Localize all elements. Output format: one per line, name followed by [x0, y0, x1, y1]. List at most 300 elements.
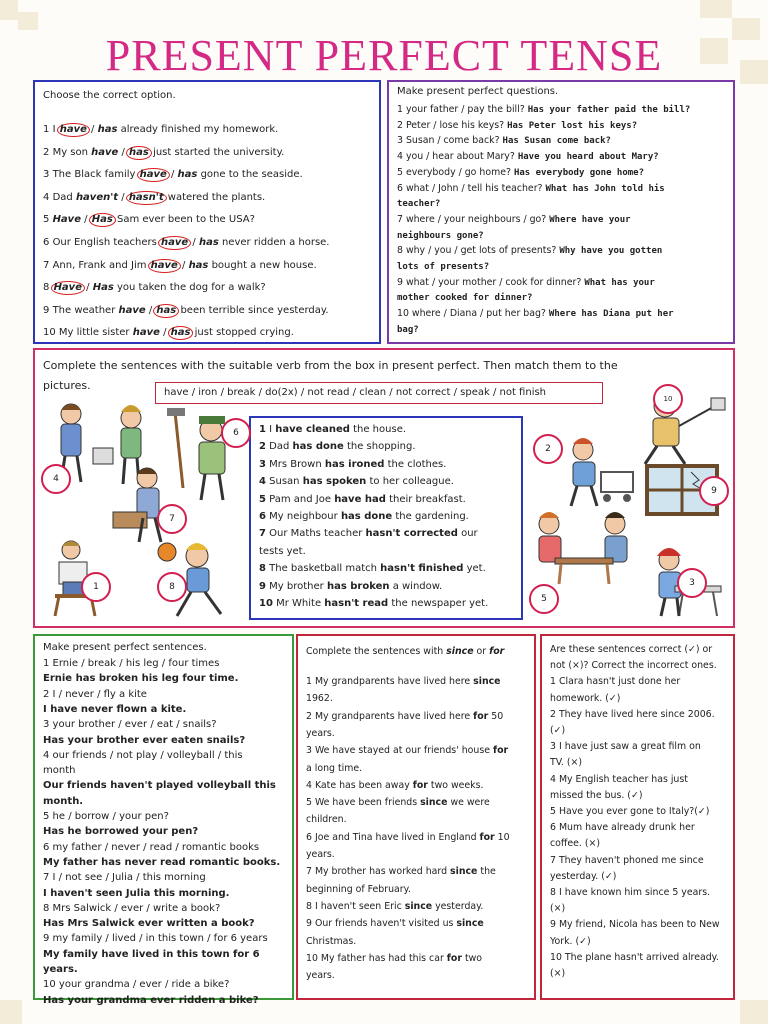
since-for-answer: for: [473, 710, 489, 722]
question-line: [397, 198, 440, 210]
item-number: 1: [43, 124, 50, 135]
sentence-start: I: [52, 124, 56, 135]
question-line: [397, 308, 674, 320]
since-for-line: [306, 953, 482, 965]
line-text: York. (✓): [550, 935, 591, 947]
picture-number-badge: 10: [653, 384, 683, 414]
sentence-number: 10: [259, 598, 273, 609]
match-sentence: [259, 528, 478, 540]
sentence-text: years.: [306, 970, 335, 982]
verb-answer: have had: [334, 493, 386, 505]
option-1: Have: [52, 214, 81, 226]
sentence-text: 4 Kate has been away: [306, 779, 410, 791]
correct-or-not-line: [550, 725, 565, 737]
line-text: 8 I have known him since 5 years.: [550, 887, 711, 898]
keyword-since: since: [446, 646, 474, 657]
prompt-line: [43, 842, 259, 854]
sentence-end: our: [461, 528, 478, 540]
since-for-line: [306, 780, 483, 792]
sentence-text: 10 My father has had this car: [306, 952, 444, 964]
prompt-text: 7 I / not see / Julia / this morning: [43, 872, 206, 884]
verb-answer: have cleaned: [275, 424, 350, 435]
item-number: 9: [43, 304, 50, 316]
sentence-end: 50: [491, 710, 504, 722]
exercise-correct-or-not: [540, 634, 735, 1000]
couple-breakfast-illustration: [525, 508, 641, 588]
prompt-text: 1 Ernie / break / his leg / four times: [43, 658, 220, 669]
since-for-answer: since: [456, 918, 484, 930]
answer: What has John told his: [545, 183, 665, 194]
line-text: (✓): [550, 725, 566, 736]
option-2: has: [126, 146, 152, 160]
sentence-end: the gardening.: [395, 511, 469, 522]
sentence-end: you taken the dog for a walk?: [116, 282, 266, 294]
sentence-end: already finished my homework.: [120, 124, 279, 135]
choice-item: 3 The Black family have / has gone to the seaside.: [43, 169, 303, 181]
background-decoration: [740, 1000, 768, 1024]
option-1: have: [132, 327, 160, 339]
verb-box-text: have / iron / break / do(2x) / not read / clean / not correct / speak / not finish: [164, 387, 547, 398]
correct-or-not-line: [550, 822, 695, 834]
background-decoration: [700, 0, 732, 18]
item-number: 3: [43, 169, 50, 181]
sentence-end: to her colleague.: [369, 476, 454, 488]
prompt: 2 Peter / lose his keys?: [397, 119, 505, 131]
answer: Why have you gotten: [559, 246, 663, 257]
sentence-start: I: [269, 424, 273, 435]
option-1: have: [148, 259, 181, 273]
verb-answer: has done: [292, 441, 344, 453]
answer: Where have your: [549, 214, 631, 225]
line-text: 2 They have lived here since 2006.: [550, 708, 715, 720]
question-line: [397, 183, 665, 195]
option-1: have: [158, 236, 191, 250]
question-line: [397, 104, 690, 116]
option-2: has: [198, 237, 219, 248]
since-for-answer: for: [412, 779, 428, 791]
sentence-number: 4: [259, 476, 266, 488]
answer: Has your father paid the bill?: [527, 105, 691, 115]
correct-or-not-line: [550, 693, 620, 705]
sentence-end: two weeks.: [430, 779, 484, 791]
sentence-end: we were: [450, 797, 490, 809]
answer-text: I have never flown a kite.: [43, 703, 187, 715]
match-sentence: [259, 424, 406, 436]
prompt-text: 10 your grandma / ever / ride a bike?: [43, 979, 230, 991]
answer-text: Has Mrs Salwick ever written a book?: [43, 918, 255, 930]
sentence-end: the shopping.: [346, 441, 416, 453]
line-text: 6 Mum have already drunk her: [550, 822, 695, 834]
exercise-instruction: Choose the correct option.: [43, 90, 176, 101]
sentence-start: Pam and Joe: [269, 493, 331, 505]
sentence-start: My brother: [269, 580, 324, 592]
line-text: homework. (✓): [550, 692, 621, 704]
sentence-text: 1962.: [306, 693, 333, 705]
verb-answer: hasn't corrected: [365, 528, 458, 540]
option-1: have: [91, 146, 119, 158]
sentence-end: yet.: [466, 563, 486, 575]
since-for-line: [306, 832, 510, 844]
exercise-instruction: [306, 646, 504, 658]
sentence-end: two: [464, 952, 483, 964]
question-line: [397, 277, 655, 289]
sentence-start: Our English teachers: [52, 237, 157, 248]
since-for-line: [306, 849, 335, 861]
prompt: 6 what / John / tell his teacher?: [397, 182, 543, 194]
choice-item: 9 The weather have / has been terrible since yesterday.: [43, 304, 329, 316]
option-2: hasn't: [126, 191, 167, 205]
sentence-end: gone to the seaside.: [200, 169, 303, 181]
answer-text: Has he borrowed your pen?: [43, 826, 199, 838]
correct-or-not-line: [550, 790, 642, 802]
question-line: [397, 151, 659, 163]
verb-answer: has broken: [326, 580, 390, 592]
sentence-end: been terrible since yesterday.: [180, 304, 329, 316]
match-sentence: [259, 511, 469, 523]
choice-item: 4 Dad haven't / hasn't watered the plants.: [43, 191, 266, 203]
sentence-end: the: [480, 866, 496, 878]
answer-line: [43, 857, 280, 869]
choice-item: 7 Ann, Frank and Jim have / has bought a new house.: [43, 259, 317, 271]
option-1: have: [137, 168, 170, 182]
correct-or-not-line: [550, 806, 709, 818]
prompt-line: [43, 979, 229, 991]
answer-line: [43, 964, 78, 976]
prompt-text: 9 my family / lived / in this town / for 6 years: [43, 933, 268, 945]
answer-text: I haven't seen Julia this morning.: [43, 887, 230, 899]
since-for-answer: for: [492, 745, 509, 757]
sentence-text: children.: [306, 814, 347, 826]
since-for-line: [306, 970, 335, 982]
sentence-number: 3: [259, 458, 266, 470]
match-sentence: [259, 459, 446, 471]
prompt-line: [43, 872, 206, 884]
picture-number-badge: 2: [533, 434, 563, 464]
option-1: have: [57, 123, 90, 137]
exercise-complete-and-match: [33, 348, 735, 628]
item-number: 6: [43, 237, 50, 248]
item-number: 7: [43, 259, 50, 271]
item-number: 8: [43, 282, 50, 294]
answer-line: [43, 826, 198, 838]
sentence-end: Sam ever been to the USA?: [116, 214, 255, 226]
sentence-start: tests yet.: [259, 545, 306, 557]
answer-text: month.: [43, 795, 84, 807]
question-line: [397, 230, 484, 242]
correct-or-not-line: [550, 741, 701, 753]
sentence-end: yesterday.: [435, 900, 484, 912]
option-2: has: [97, 124, 118, 135]
since-for-line: [306, 763, 362, 775]
since-for-answer: since: [404, 900, 433, 912]
match-sentence: [259, 563, 486, 575]
picture-number-badge: 3: [677, 568, 707, 598]
correct-or-not-line: [550, 774, 688, 786]
prompt: 10 where / Diana / put her bag?: [397, 308, 546, 320]
answer-line: [43, 796, 83, 808]
page-title: PRESENT PERFECT TENSE: [105, 31, 663, 80]
prompt-line: [43, 719, 217, 731]
item-number: 10: [43, 327, 56, 339]
since-for-line: [306, 693, 333, 705]
instruction-text: Complete the sentences with: [306, 646, 444, 657]
question-line: [397, 245, 662, 257]
sentence-start: The basketball match: [269, 563, 377, 575]
since-for-line: [306, 728, 335, 740]
option-1: Have: [51, 281, 85, 295]
correct-or-not-line: [550, 887, 710, 899]
line-text: (×): [550, 903, 566, 915]
prompt: 8 why / you / get lots of presents?: [397, 245, 557, 257]
answer-line: [43, 673, 238, 685]
answer: Has Susan come back?: [502, 136, 611, 147]
since-for-answer: for: [446, 952, 462, 964]
prompt-line: [43, 903, 220, 915]
prompt-line: [43, 811, 169, 823]
prompt-line: [43, 933, 268, 945]
sentence-text: Christmas.: [306, 935, 357, 947]
answer: Has everybody gone home?: [513, 167, 644, 178]
prompt: 4 you / hear about Mary?: [397, 151, 515, 163]
match-sentence: [259, 581, 442, 593]
item-number: 5: [43, 214, 50, 226]
prompt: 7 where / your neighbours / go?: [397, 213, 547, 225]
question-line: [397, 214, 631, 226]
man-shopping-illustration: [553, 434, 643, 508]
sentence-box: [249, 416, 523, 620]
exercise-instruction: pictures.: [43, 379, 91, 392]
answer-text: Has your grandma ever ridden a bike?: [43, 994, 259, 1006]
sentence-end: never ridden a horse.: [221, 237, 330, 248]
option-2: has: [168, 326, 194, 340]
sentence-end: just started the university.: [153, 146, 285, 158]
since-for-line: [306, 918, 484, 930]
picture-number-badge: 1: [81, 572, 111, 602]
sentence-start: My little sister: [58, 327, 130, 339]
choice-item: 8 Have / Has you taken the dog for a walk?: [43, 282, 266, 294]
prompt-line: [43, 658, 219, 670]
instruction-or: or: [476, 646, 487, 657]
item-number: 4: [43, 191, 50, 203]
since-for-line: [306, 866, 496, 878]
answer: bag?: [397, 324, 419, 335]
answer-text: years.: [43, 964, 78, 975]
correct-or-not-line: [550, 676, 680, 688]
match-sentence: [259, 441, 416, 453]
sentence-end: the clothes.: [387, 458, 447, 470]
verb-answer: hasn't finished: [380, 563, 464, 575]
sentence-end: the house.: [353, 424, 407, 435]
verb-answer: has spoken: [302, 476, 367, 488]
line-text: 3 I have just saw a great film on: [550, 741, 701, 753]
answer: lots of presents?: [397, 262, 490, 272]
question-line: [397, 120, 637, 132]
sentence-number: 6: [259, 511, 266, 522]
sentence-start: Ann, Frank and Jim: [52, 259, 147, 271]
option-2: has: [153, 304, 179, 318]
sentence-number: 7: [259, 528, 266, 540]
sentence-start: Mr White: [276, 598, 322, 609]
exercise-choose-correct-option: [33, 80, 381, 344]
exercise-since-or-for: [296, 634, 536, 1000]
question-line: [397, 324, 419, 336]
verb-box: [155, 382, 603, 404]
prompt-text: 6 my father / never / read / romantic books: [43, 841, 260, 853]
question-line: [397, 135, 611, 147]
line-text: 4 My English teacher has just: [550, 773, 688, 785]
correct-or-not-line: [550, 936, 591, 948]
correct-or-not-line: [550, 709, 715, 721]
sentence-end: just stopped crying.: [194, 327, 294, 339]
line-text: 5 Have you ever gone to Italy?(✓): [550, 806, 710, 817]
since-for-line: [306, 901, 483, 913]
answer: Has Peter lost his keys?: [507, 120, 638, 131]
answer-text: My family have lived in this town for 6: [43, 948, 260, 960]
answer-text: Our friends haven't played volleyball this: [43, 780, 276, 792]
correct-or-not-line: [550, 952, 719, 964]
answer-line: [43, 780, 276, 792]
question-line: [397, 167, 644, 179]
line-text: Are these sentences correct (✓) or: [550, 644, 713, 655]
prompt-text: month: [43, 765, 76, 777]
sentence-end: 10: [497, 831, 510, 843]
answer-text: My father has never read romantic books.: [43, 856, 281, 868]
prompt-text: 2 I / never / fly a kite: [43, 688, 147, 700]
correct-or-not-line: [550, 903, 565, 915]
line-text: missed the bus. (✓): [550, 789, 643, 801]
sentence-start: Our Maths teacher: [269, 528, 363, 540]
sentence-start: My neighbour: [269, 511, 338, 522]
verb-answer: has ironed: [324, 458, 385, 470]
match-sentence: [259, 494, 466, 506]
sentence-text: 2 My grandparents have lived here: [306, 710, 471, 722]
since-for-answer: since: [420, 797, 448, 809]
choice-item: 5 Have / Has Sam ever been to the USA?: [43, 214, 255, 226]
verb-answer: has done: [340, 511, 393, 522]
since-for-line: [306, 884, 411, 896]
line-text: TV. (×): [550, 757, 583, 769]
picture-number-badge: 5: [529, 584, 559, 614]
prompt: 5 everybody / go home?: [397, 166, 511, 178]
answer: neighbours gone?: [397, 230, 484, 241]
sentence-number: 5: [259, 493, 266, 505]
exercise-instruction: Complete the sentences with the suitable verb from the box in present perfect. Then match them to the: [43, 359, 618, 372]
sentence-number: 9: [259, 580, 266, 592]
answer: Have you heard about Mary?: [517, 152, 659, 163]
prompt-text: 8 Mrs Salwick / ever / write a book?: [43, 902, 221, 914]
prompt: 3 Susan / come back?: [397, 135, 500, 147]
option-1: haven't: [75, 191, 119, 203]
prompt: 1 your father / pay the bill?: [397, 104, 525, 115]
sentence-number: 2: [259, 441, 266, 453]
picture-number-badge: 6: [221, 418, 251, 448]
answer-text: Has your brother ever eaten snails?: [43, 734, 246, 746]
line-text: coffee. (×): [550, 838, 601, 850]
correct-or-not-line: [550, 757, 582, 769]
answer-line: [43, 918, 255, 930]
line-text: 10 The plane hasn't arrived already.: [550, 951, 719, 963]
sentence-end: a window.: [392, 580, 443, 592]
prompt-text: 5 he / borrow / your pen?: [43, 811, 169, 822]
choice-item: 6 Our English teachers have / has never ridden a horse.: [43, 237, 330, 248]
correct-or-not-line: [550, 855, 704, 867]
sentence-text: a long time.: [306, 762, 363, 774]
sentence-text: 8 I haven't seen Eric: [306, 900, 402, 912]
sentence-text: beginning of February.: [306, 883, 411, 895]
correct-or-not-line: [550, 838, 600, 850]
since-for-answer: for: [479, 831, 495, 843]
match-sentence: [259, 598, 488, 610]
correct-or-not-line: [550, 919, 720, 931]
sentence-number: 1: [259, 424, 266, 435]
sentence-text: 1 My grandparents have lived here: [306, 676, 471, 687]
line-text: 9 My friend, Nicola has been to New: [550, 919, 720, 931]
prompt-line: [43, 689, 147, 701]
option-1: have: [118, 304, 146, 316]
answer-line: [43, 995, 259, 1007]
background-decoration: [18, 12, 38, 30]
sentence-start: Mrs Brown: [269, 458, 322, 470]
sentence-text: 9 Our friends haven't visited us: [306, 918, 454, 930]
verb-answer: hasn't read: [324, 598, 389, 609]
since-for-line: [306, 936, 356, 948]
answer: mother cooked for dinner?: [397, 293, 533, 304]
sentence-number: 8: [259, 563, 266, 575]
line-text: (×): [550, 968, 566, 979]
line-text: yesterday. (✓): [550, 870, 617, 882]
sentence-start: Dad: [269, 441, 290, 453]
line-text: 1 Clara hasn't just done her: [550, 676, 681, 688]
correct-or-not-line: [550, 660, 717, 672]
answer-text: Ernie has broken his leg four time.: [43, 673, 239, 685]
correct-or-not-line: [550, 871, 616, 883]
match-sentence: [259, 476, 454, 488]
picture-number-badge: 9: [699, 476, 729, 506]
since-for-line: [306, 676, 501, 688]
answer: What has your: [584, 277, 655, 288]
answer-line: [43, 949, 260, 961]
answer: Where has Diana put her: [548, 309, 674, 320]
sentence-text: years.: [306, 849, 335, 860]
background-decoration: [0, 0, 18, 20]
sentence-start: Dad: [52, 191, 73, 203]
sentence-start: The Black family: [52, 169, 136, 181]
item-number: 2: [43, 146, 50, 158]
answer-line: [43, 704, 186, 716]
sentence-start: The weather: [52, 304, 116, 316]
since-for-answer: since: [450, 866, 478, 878]
prompt: 9 what / your mother / cook for dinner?: [397, 276, 582, 288]
sentence-text: 5 We have been friends: [306, 797, 418, 809]
sentence-text: 3 We have stayed at our friends' house: [306, 745, 490, 757]
exercise-instruction: Make present perfect sentences.: [43, 642, 207, 653]
match-sentence: [259, 546, 306, 558]
prompt-text: 3 your brother / ever / eat / snails?: [43, 719, 217, 731]
exercise-present-perfect-sentences: [33, 634, 294, 1006]
line-text: not (×)? Correct the incorrect ones.: [550, 660, 717, 672]
answer-line: [43, 888, 229, 900]
keyword-for: for: [489, 646, 505, 657]
picture-number-badge: 8: [157, 572, 187, 602]
picture-number-badge: 7: [157, 504, 187, 534]
sentence-end: the newspaper yet.: [391, 598, 489, 609]
line-text: 7 They haven't phoned me since: [550, 854, 704, 866]
since-for-answer: since: [473, 676, 501, 687]
prompt-line: [43, 765, 75, 777]
correct-or-not-line: [550, 968, 565, 980]
choice-item: 2 My son have / has just started the university.: [43, 146, 285, 158]
question-line: [397, 292, 532, 304]
